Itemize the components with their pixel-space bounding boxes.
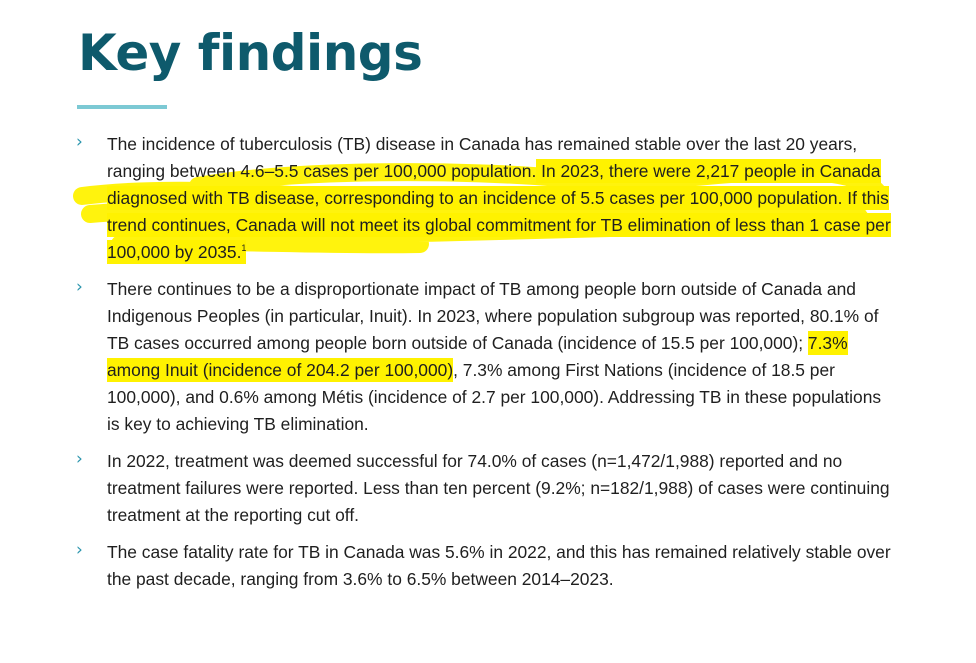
title-underline — [77, 105, 167, 109]
finding-text: The case fatality rate for TB in Canada was 5.6% in 2022, and this has remained relatively stable over the past decade, ranging from 3.6% to 6.5% between 2014–2023. — [107, 542, 891, 589]
finding-item — [0, 539, 976, 593]
finding-item — [0, 131, 976, 266]
chevron-right-icon: › — [76, 277, 83, 297]
finding-item — [0, 276, 976, 438]
finding-text: The incidence of tuberculosis (TB) disease in Canada has remained stable over the last 20 years, ranging between 4.6–5.5 cases per 100,000 population. In 2023, there were 2,217 people in Canada diagnosed with TB disease, corresponding to an incidence of 5.5 cases per 100,000 population. If this trend continues, Canada will not meet its global commitment for TB elimination of less than 1 case per 100,000 by 2035.$^1$ — [107, 134, 891, 262]
page-title: Key findings — [78, 24, 423, 82]
finding-text: In 2022, treatment was deemed successful for 74.0% of cases (n=1,472/1,988) reported and no treatment failures were reported. Less than ten percent (9.2%; n=182/1,988) of cases were continuing treatment at the reporting cut off. — [107, 451, 890, 525]
finding-text: There continues to be a disproportionate impact of TB among people born outside of Canada and Indigenous Peoples (in particular, Inuit). In 2023, where population subgroup was reported, 80.1% of TB cases occurred among people born outside of Canada (incidence of 15.5 per 100,000); 7.3% among Inuit (incidence of 204.2 per 100,000), 7.3% among First Nations (incidence of 18.5 per 100,000), and 0.6% among Métis (incidence of 2.7 per 100,000). Addressing TB in these populations is key to achieving TB elimination. — [107, 279, 882, 434]
chevron-right-icon: › — [76, 540, 83, 560]
footnote-ref[interactable]: 1 — [241, 243, 247, 254]
key-findings-list — [0, 131, 976, 603]
finding-item — [0, 448, 976, 529]
chevron-right-icon: › — [76, 132, 83, 152]
highlighted-text: In 2023, there were 2,217 people in Canada diagnosed with TB disease, corresponding to an incidence of 5.5 cases per 100,000 population. If this trend continues, Canada will not meet its global commitment for TB elimination of less than 1 case per 100,000 by 2035.$^1$ — [107, 161, 891, 262]
chevron-right-icon: › — [76, 449, 83, 469]
highlighted-text: 7.3% among Inuit (incidence of 204.2 per 100,000) — [107, 333, 848, 380]
